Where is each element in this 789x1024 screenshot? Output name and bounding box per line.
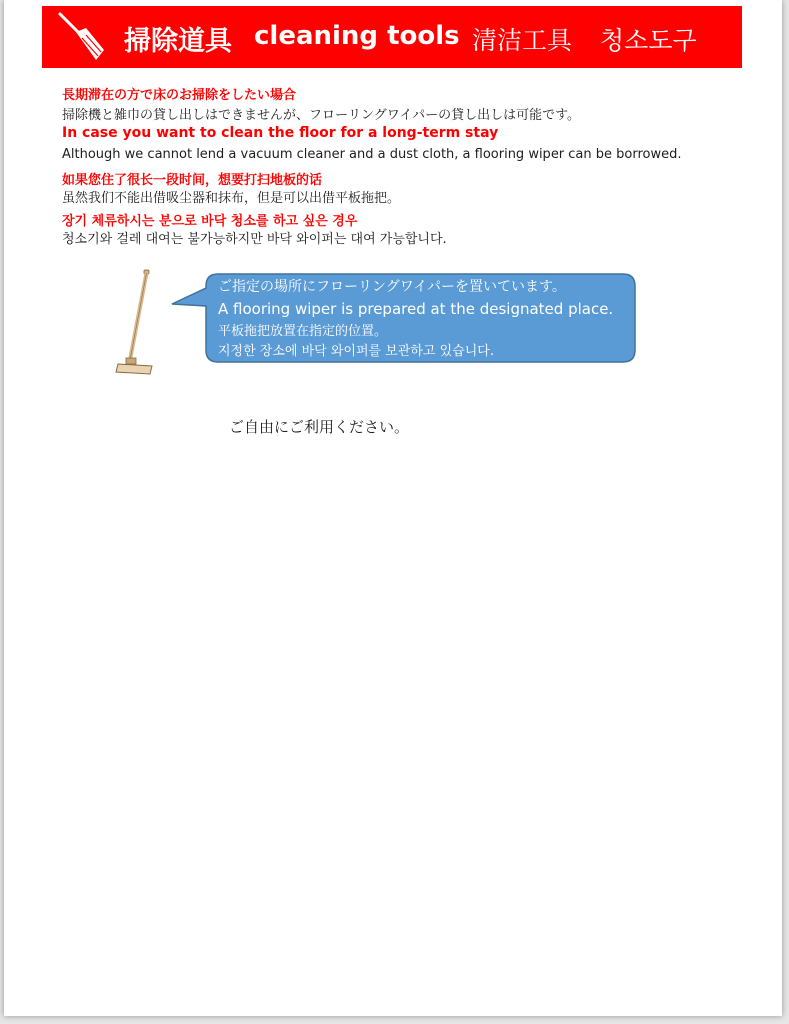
bubble-text-japanese: ご指定の場所にフローリングワイパーを置いています。 (218, 279, 566, 295)
floor-wiper-icon (110, 268, 160, 380)
title-japanese: 掃除道具 (124, 26, 232, 57)
heading-japanese: 長期滞在の方で床のお掃除をしたい場合 (62, 88, 297, 103)
broom-icon (56, 10, 106, 62)
heading-chinese: 如果您住了很长一段时间，想要打扫地板的话 (62, 173, 323, 188)
body-japanese: 掃除機と雑巾の貸し出しはできませんが、フローリングワイパーの貸し出しは可能です。 (62, 108, 581, 123)
bubble-text-korean: 지정한 장소에 바닥 와이퍼를 보관하고 있습니다. (218, 344, 494, 359)
title-english: cleaning tools (254, 21, 460, 51)
body-english: Although we cannot lend a vacuum cleaner and a dust cloth, a flooring wiper can be borrowed. (62, 147, 682, 162)
title-chinese: 清洁工具 (472, 26, 573, 55)
bubble-text-english: A flooring wiper is prepared at the designated place. (218, 300, 614, 318)
bubble-text-chinese: 平板拖把放置在指定的位置。 (218, 324, 388, 339)
free-use-note: ご自由にご利用ください。 (229, 418, 410, 436)
title-korean: 청소도구 (600, 26, 697, 55)
heading-korean: 장기 체류하시는 분으로 바닥 청소를 하고 싶은 경우 (62, 214, 358, 229)
title-banner (42, 6, 742, 68)
body-korean: 청소기와 걸레 대여는 불가능하지만 바닥 와이퍼는 대여 가능합니다. (62, 232, 447, 247)
heading-english: In case you want to clean the floor for a long-term stay (62, 125, 499, 141)
body-chinese: 虽然我们不能出借吸尘器和抹布，但是可以出借平板拖把。 (62, 191, 401, 206)
